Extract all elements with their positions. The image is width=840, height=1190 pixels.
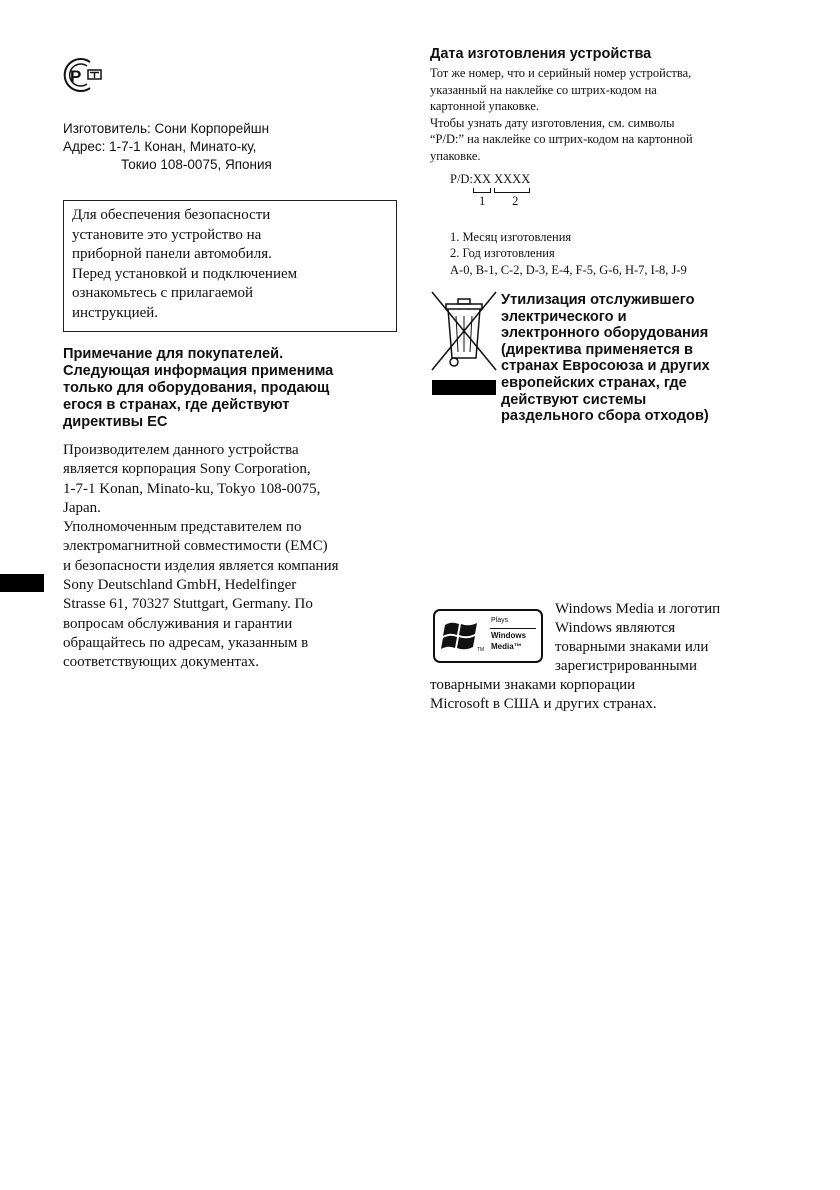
manufacturer-line: Изготовитель: Сони Корпорейшн <box>63 121 270 136</box>
heading-line: егося в странах, где действуют <box>63 397 290 413</box>
text-line: Уполномоченным представителем по <box>63 519 302 536</box>
text-line: Для обеспечения безопасности <box>72 207 271 223</box>
logo-plays: Plays <box>491 617 509 624</box>
heading-line: странах Евросоюза и других <box>501 358 710 375</box>
heading-line: Примечание для покупателей. <box>63 346 284 362</box>
pct-certification-logo <box>62 56 104 94</box>
safety-notice-box <box>63 200 397 332</box>
heading-line: только для оборудования, продающ <box>63 380 330 396</box>
heading-line: раздельного сбора отходов) <box>501 408 709 425</box>
heading-line: европейских странах, где <box>501 374 687 391</box>
text-line: упаковке. <box>430 148 481 163</box>
heading-line: электронного оборудования <box>501 325 709 342</box>
text-line: товарными знаками корпорации <box>430 677 636 693</box>
pd-year-field <box>494 172 531 208</box>
text-line: установите это устройство на <box>72 226 262 243</box>
heading-line: Следующая информация применима <box>63 363 334 379</box>
text-line: Japan. <box>63 499 101 516</box>
pd-year: XXXX <box>494 172 531 186</box>
text-line: является корпорация Sony Corporation, <box>63 461 311 478</box>
text-line: Перед установкой и подключением <box>72 265 298 282</box>
weee-heading <box>501 292 710 425</box>
heading-line: (директива применяется в <box>501 341 693 358</box>
text-line: электромагнитной совместимости (EMC) <box>63 538 328 555</box>
logo-windows: Windows <box>491 631 527 640</box>
pd-month-field <box>472 172 491 208</box>
text-line: Windows Media и логотип <box>555 601 721 617</box>
legend-line: 1. Месяц изготовления <box>450 230 572 244</box>
text-line: обращайтесь по адресам, указанным в <box>63 634 309 651</box>
text-line: приборной панели автомобиля. <box>72 246 272 263</box>
legend-line: 2. Год изготовления <box>450 246 555 261</box>
pd-label-1: 1 <box>478 194 486 208</box>
pd-month: XX <box>472 172 491 186</box>
text-line: указанный на наклейке со штрих-кодом на <box>430 82 657 97</box>
manufacture-date-body <box>430 65 693 164</box>
text-line: ознакомьтесь с прилагаемой <box>72 285 254 302</box>
text-line: и безопасности изделия является компания <box>63 557 339 574</box>
address-line: Токио 108-0075, Япония <box>121 157 272 172</box>
text-line: Sony Deutschland GmbH, Hedelfinger <box>63 577 297 594</box>
manufacture-date-heading: Дата изготовления устройства <box>430 46 652 62</box>
manufacturer-info <box>63 120 272 174</box>
text-line: соответствующих документах. <box>63 654 260 671</box>
text-line: зарегистрированными <box>555 658 698 674</box>
text-line: вопросам обслуживания и гарантии <box>63 615 293 632</box>
section-tab-marker <box>0 574 44 592</box>
text-line: инструкцией. <box>72 304 159 321</box>
heading-line: директивы ЕС <box>63 414 168 430</box>
logo-media: Media™ <box>491 642 522 651</box>
pd-label-2: 2 <box>512 194 519 208</box>
pd-code-diagram <box>450 172 531 208</box>
tm-mark: TM <box>477 647 485 653</box>
pd-legend <box>450 229 687 278</box>
svg-text:P: P <box>70 67 82 86</box>
text-line: товарными знаками или <box>555 639 709 655</box>
windows-media-trademark-notice <box>430 600 720 714</box>
heading-line: действуют системы <box>501 391 647 408</box>
crossed-bin-weee-icon <box>430 290 498 398</box>
heading-line: электрического и <box>501 308 627 325</box>
text-line: Microsoft в США и других странах. <box>430 696 657 712</box>
text-line: “P/D:” на наклейке со штрих-кодом на картонной <box>430 132 693 146</box>
text-line: Чтобы узнать дату изготовления, см. символы <box>430 115 675 130</box>
text-line: картонной упаковке. <box>430 99 540 113</box>
heading-line: Утилизация отслужившего <box>501 292 695 308</box>
pd-prefix: P/D: <box>450 172 473 186</box>
legend-line: A-0, B-1, C-2, D-3, E-4, F-5, G-6, H-7, I-8, J-9 <box>450 262 687 277</box>
text-line: Strasse 61, 70327 Stuttgart, Germany. По <box>63 596 313 613</box>
address-line: Адрес: 1-7-1 Конан, Минато-ку, <box>63 139 257 154</box>
text-line: Тот же номер, что и серийный номер устройства, <box>430 66 692 80</box>
text-line: Производителем данного устройства <box>63 442 299 458</box>
eu-note-heading <box>63 346 333 431</box>
eu-note-body <box>63 441 339 673</box>
text-line: Windows являются <box>555 620 676 636</box>
text-line: 1-7-1 Konan, Minato-ku, Tokyo 108-0075, <box>63 480 321 497</box>
